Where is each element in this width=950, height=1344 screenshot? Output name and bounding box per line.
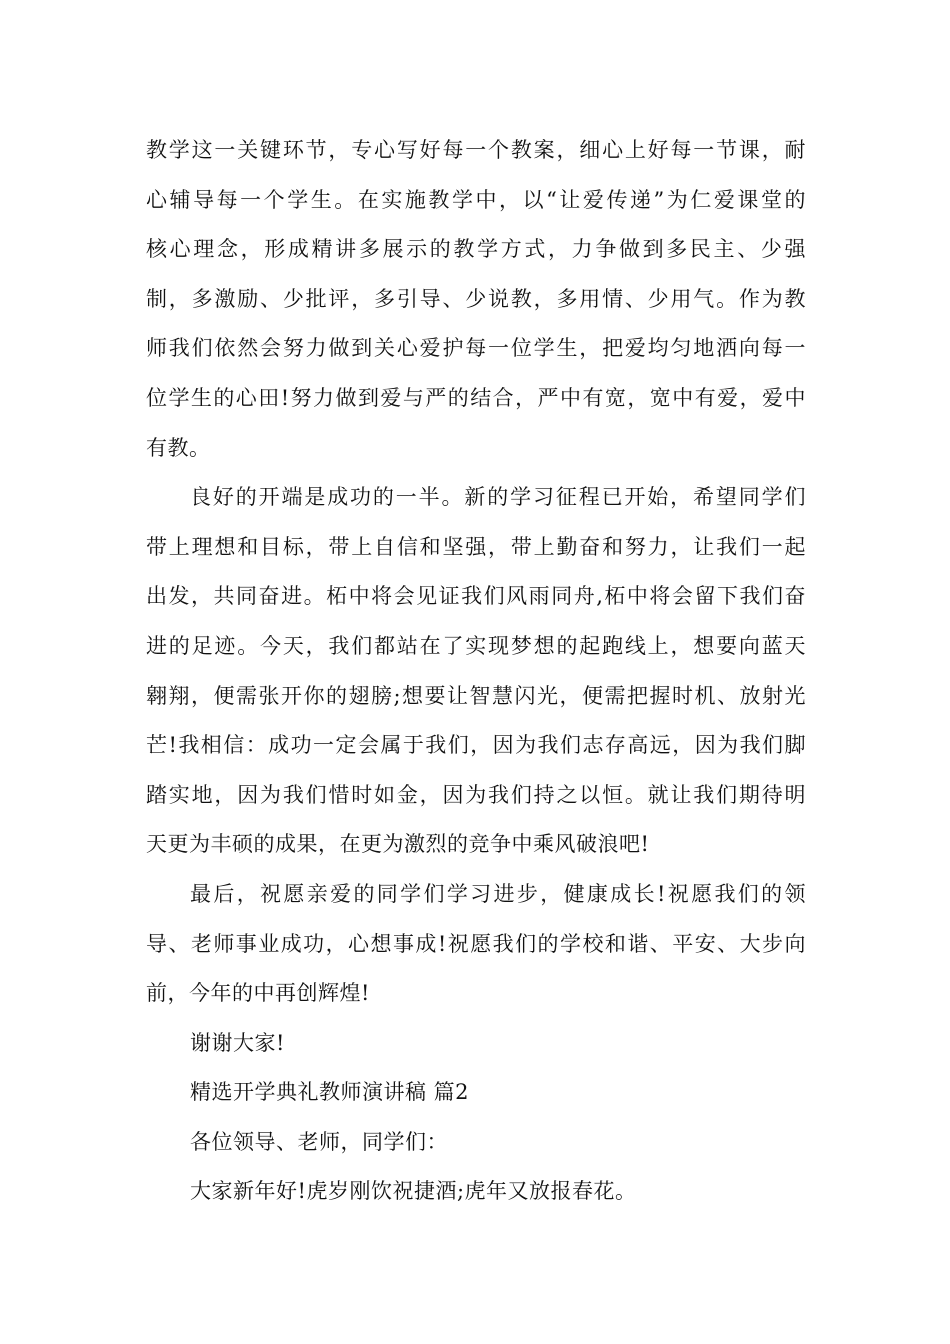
text-line: 制，多激励、少批评，多引导、少说教，多用情、少用气。作为教 xyxy=(146,286,806,311)
text-line: 大家新年好!虎岁刚饮祝捷酒;虎年又放报春花。 xyxy=(190,1179,637,1204)
text-line: 心辅导每一个学生。在实施教学中，以“让爱传递”为仁爱课堂的 xyxy=(146,187,806,212)
document-body xyxy=(146,126,806,1217)
text-line: 踏实地，因为我们惜时如金，因为我们持之以恒。就让我们期待明 xyxy=(146,782,806,807)
text-line: 师我们依然会努力做到关心爱护每一位学生，把爱均匀地洒向每一 xyxy=(146,336,806,361)
text-line: 芒!我相信：成功一定会属于我们，因为我们志存高远，因为我们脚 xyxy=(146,733,806,758)
text-line: 出发，共同奋进。柘中将会见证我们风雨同舟,柘中将会留下我们奋 xyxy=(146,584,806,609)
text-line: 进的足迹。今天，我们都站在了实现梦想的起跑线上，想要向蓝天 xyxy=(146,633,806,658)
text-line: 前，今年的中再创辉煌! xyxy=(146,981,370,1006)
section-heading: 精选开学典礼教师演讲稿 篇2 xyxy=(190,1080,470,1105)
salutation-line: 各位领导、老师，同学们： xyxy=(190,1129,448,1154)
text-line: 核心理念，形成精讲多展示的教学方式，力争做到多民主、少强 xyxy=(146,237,806,262)
text-line: 天更为丰硕的成果，在更为激烈的竞争中乘风破浪吧! xyxy=(146,832,650,857)
text-line: 有教。 xyxy=(146,435,211,460)
text-line: 最后，祝愿亲爱的同学们学习进步，健康成长!祝愿我们的领 xyxy=(190,881,806,906)
text-line: 良好的开端是成功的一半。新的学习征程已开始，希望同学们 xyxy=(190,485,806,510)
text-line: 翱翔，便需张开你的翅膀;想要让智慧闪光，便需把握时机、放射光 xyxy=(146,683,806,708)
text-line: 导、老师事业成功，心想事成!祝愿我们的学校和谐、平安、大步向 xyxy=(146,931,806,956)
text-line: 带上理想和目标，带上自信和坚强，带上勤奋和努力，让我们一起 xyxy=(146,534,806,559)
text-line: 位学生的心田!努力做到爱与严的结合，严中有宽，宽中有爱，爱中 xyxy=(146,385,806,410)
closing-line: 谢谢大家! xyxy=(190,1030,285,1055)
text-line: 教学这一关键环节，专心写好每一个教案，细心上好每一节课，耐 xyxy=(146,138,806,162)
